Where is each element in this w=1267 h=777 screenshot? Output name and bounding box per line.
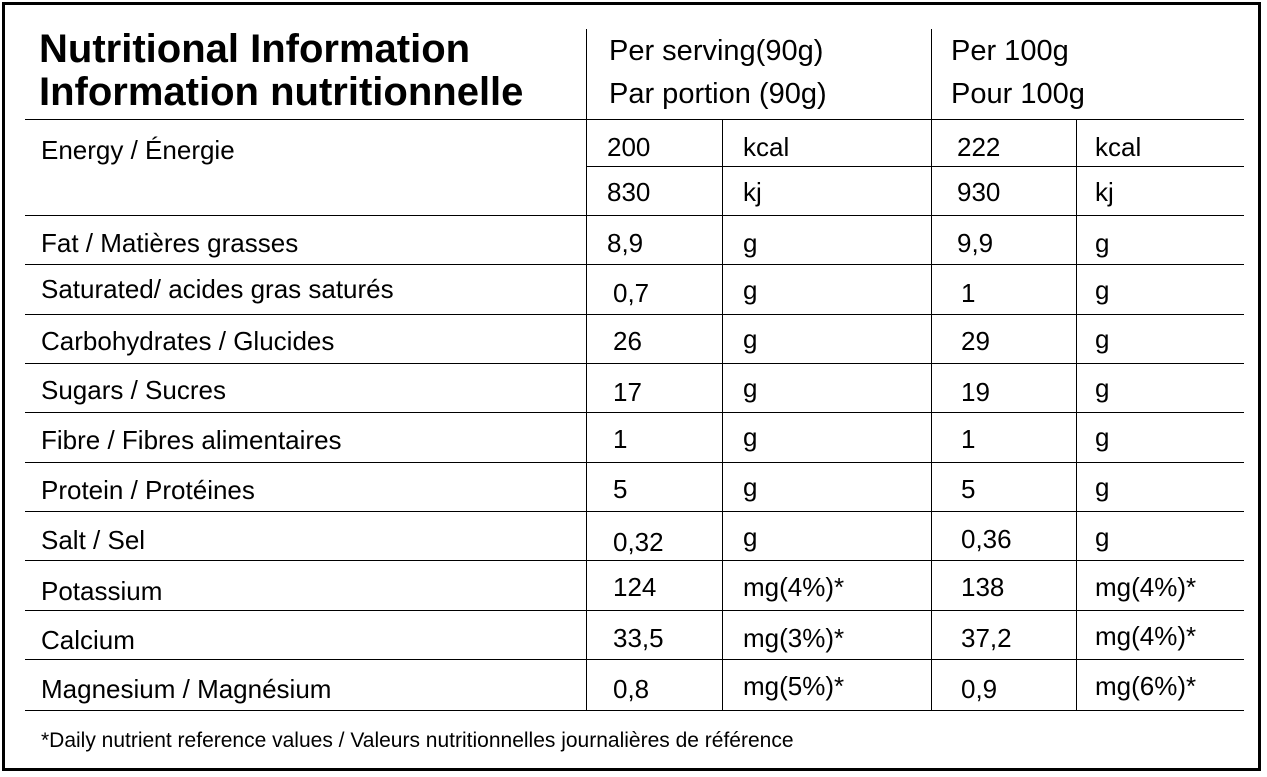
row-saturated-label: Saturated/ acides gras saturés — [41, 274, 394, 304]
row-fibre-serving: 1 — [613, 424, 628, 454]
row-sugars-per100-unit: g — [1095, 373, 1110, 403]
rule-header-bottom — [25, 119, 1244, 120]
row-salt-per100: 0,36 — [961, 524, 1012, 554]
row-potassium-serving: 124 — [613, 572, 657, 602]
row-fat-per100: 9,9 — [957, 228, 994, 258]
header-per-serving-fr: Par portion (90g) — [609, 78, 827, 110]
row-protein-per100-unit: g — [1095, 472, 1110, 502]
row-saturated-per100: 1 — [961, 278, 976, 308]
row-carbohydrates-per100: 29 — [961, 326, 990, 356]
row-fat-label: Fat / Matières grasses — [41, 228, 299, 258]
energy-kj-serving: 830 — [607, 177, 651, 207]
energy-kcal-per100-unit: kcal — [1095, 132, 1142, 162]
energy-kj-serving-unit: kj — [743, 177, 762, 207]
row-carbohydrates-label: Carbohydrates / Glucides — [41, 326, 335, 356]
energy-kj-per100-unit: kj — [1095, 177, 1114, 207]
rule-col-per100-unit — [1076, 119, 1077, 710]
row-sugars-serving-unit: g — [743, 373, 758, 403]
row-protein-serving: 5 — [613, 474, 628, 504]
rule-col-per100 — [931, 29, 932, 710]
energy-kcal-serving-unit: kcal — [743, 132, 790, 162]
row-carbohydrates-serving-unit: g — [743, 324, 758, 354]
row-calcium-per100-unit: mg(4%)* — [1095, 621, 1197, 651]
row-potassium-label: Potassium — [41, 576, 163, 606]
row-potassium-serving-unit: mg(4%)* — [743, 572, 845, 602]
footnote: *Daily nutrient reference values / Valeurs nutritionnelles journalières de référence — [41, 729, 794, 752]
rule-row — [25, 314, 1244, 315]
row-fat-serving: 8,9 — [607, 228, 644, 258]
row-magnesium-per100: 0,9 — [961, 674, 998, 704]
row-sugars-label: Sugars / Sucres — [41, 375, 226, 405]
row-carbohydrates-per100-unit: g — [1095, 324, 1110, 354]
rule-row — [25, 363, 1244, 364]
energy-kj-per100: 930 — [957, 177, 1001, 207]
row-saturated-serving-unit: g — [743, 275, 758, 305]
rule-row — [25, 511, 1244, 512]
header-per-100g-fr: Pour 100g — [951, 78, 1085, 110]
row-salt-per100-unit: g — [1095, 522, 1110, 552]
rule-row — [25, 462, 1244, 463]
row-protein-per100: 5 — [961, 474, 976, 504]
nutrition-label — [2, 2, 1261, 771]
row-saturated-per100-unit: g — [1095, 275, 1110, 305]
row-protein-label: Protein / Protéines — [41, 475, 255, 505]
rule-col-label — [586, 29, 587, 710]
row-fat-per100-unit: g — [1095, 228, 1110, 258]
rule-row — [25, 264, 1244, 265]
row-fibre-serving-unit: g — [743, 422, 758, 452]
rule-row — [25, 659, 1244, 660]
row-calcium-per100: 37,2 — [961, 623, 1012, 653]
rule-row — [25, 560, 1244, 561]
row-salt-serving-unit: g — [743, 522, 758, 552]
rule-table-bottom — [25, 710, 1244, 711]
row-sugars-serving: 17 — [613, 377, 642, 407]
row-salt-label: Salt / Sel — [41, 525, 146, 555]
row-fibre-per100-unit: g — [1095, 422, 1110, 452]
rule-col-serving-unit — [722, 119, 723, 710]
title-line-2: Information nutritionnelle — [39, 70, 524, 114]
row-magnesium-label: Magnesium / Magnésium — [41, 674, 332, 704]
row-potassium-per100-unit: mg(4%)* — [1095, 572, 1197, 602]
rule-row — [25, 412, 1244, 413]
row-fibre-label: Fibre / Fibres alimentaires — [41, 425, 342, 455]
row-saturated-serving: 0,7 — [613, 278, 650, 308]
energy-kcal-serving: 200 — [607, 132, 651, 162]
title-line-1: Nutritional Information — [39, 27, 471, 71]
header-per-100g-en: Per 100g — [951, 35, 1069, 67]
row-magnesium-serving-unit: mg(5%)* — [743, 671, 845, 701]
energy-kcal-per100: 222 — [957, 132, 1001, 162]
header-per-serving-en: Per serving(90g) — [609, 35, 824, 67]
row-calcium-serving-unit: mg(3%)* — [743, 623, 845, 653]
row-calcium-serving: 33,5 — [613, 623, 664, 653]
row-calcium-label: Calcium — [41, 625, 135, 655]
row-salt-serving: 0,32 — [613, 527, 664, 557]
rule-energy-split — [587, 166, 1244, 167]
rule-row — [25, 610, 1244, 611]
row-protein-serving-unit: g — [743, 472, 758, 502]
row-fibre-per100: 1 — [961, 424, 976, 454]
row-magnesium-per100-unit: mg(6%)* — [1095, 671, 1197, 701]
row-potassium-per100: 138 — [961, 572, 1005, 602]
row-carbohydrates-serving: 26 — [613, 326, 642, 356]
row-fat-serving-unit: g — [743, 228, 758, 258]
row-sugars-per100: 19 — [961, 377, 990, 407]
row-magnesium-serving: 0,8 — [613, 674, 650, 704]
energy-label: Energy / Énergie — [41, 135, 235, 165]
rule-row — [25, 215, 1244, 216]
